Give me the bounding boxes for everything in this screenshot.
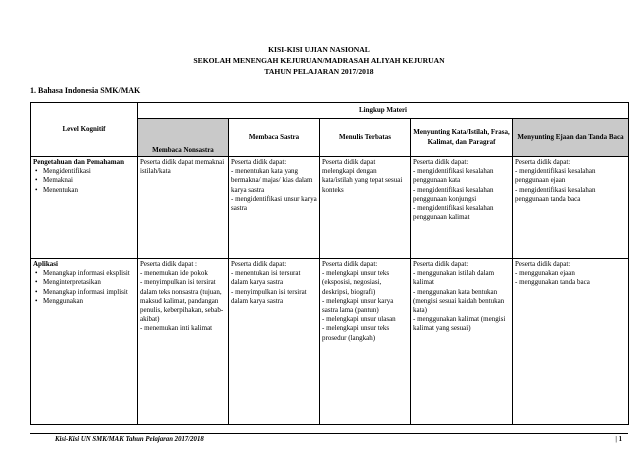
col-header-menyunting-kata: Menyunting Kata/Istilah, Frasa, Kalimat, dan Paragraf <box>411 119 513 157</box>
table-row <box>31 157 629 259</box>
kisi-table <box>30 102 629 425</box>
cell-text: - mengidentifikasi unsur karya sastra <box>231 194 317 213</box>
footer-divider <box>30 433 628 434</box>
lingkup-materi-header: Lingkup Materi <box>138 103 629 119</box>
level-item: • Memaknai <box>43 176 135 185</box>
table-cell <box>411 259 513 425</box>
cell-text: Peserta didik dapat: <box>515 260 571 268</box>
cell-text: Peserta didik dapat: <box>231 260 287 268</box>
cell-text: - mengidentifikasi kesalahan penggunaan kata <box>413 167 494 185</box>
cell-text: - menemukan ide pokok <box>140 269 208 278</box>
level-item: • Menangkap informasi eksplisit <box>43 269 135 278</box>
level-item: • Menangkap informasi implisit <box>43 288 135 297</box>
section-title: 1. Bahasa Indonesia SMK/MAK <box>30 86 141 95</box>
cell-text: - mengidentifikasi kesalahan penggunaan konjungsi <box>413 185 494 203</box>
table-cell <box>320 157 411 259</box>
cell-text: - menggunakan istilah dalam kalimat <box>413 269 495 287</box>
page-number: | 1 <box>615 436 622 443</box>
level-cell <box>31 259 138 425</box>
doc-title-line-1: KISI-KISI UJIAN NASIONAL <box>268 45 370 54</box>
cell-text: Peserta didik dapat : <box>140 260 197 268</box>
table-cell <box>513 157 629 259</box>
level-item: • Menggunakan <box>43 297 135 306</box>
doc-title-line-2: SEKOLAH MENENGAH KEJURUAN/MADRASAH ALIYAH KEJURUAN <box>193 56 445 65</box>
level-items <box>33 167 135 195</box>
cell-text: - melengkapi unsur ulasan <box>322 315 396 324</box>
table-cell <box>229 259 320 425</box>
cell-text: Peserta didik dapat: <box>515 158 571 166</box>
level-item: • Menginterpretasikan <box>43 278 135 287</box>
table-row <box>31 259 629 425</box>
cell-text: Peserta didik dapat: <box>413 260 469 268</box>
cell-text: - menentukan isi tersurat dalam karya sastra <box>231 269 301 287</box>
level-kognitif-header: Level Kognitif <box>31 103 138 157</box>
cell-text: - menyimpulkan isi tersirat dalam teks nonsastra (tujuan, maksud kalimat, pandangan penulis, keberpihakan, sebab-akibat) <box>140 278 224 324</box>
col-header-membaca-nonsastra: Membaca Nonsastra <box>138 119 229 157</box>
table-cell <box>138 157 229 259</box>
table-cell <box>320 259 411 425</box>
cell-text: - mengidentifikasi kesalahan penggunaan kalimat <box>413 204 494 222</box>
col-header-membaca-sastra: Membaca Sastra <box>229 119 320 157</box>
cell-text: - melengkapi unsur teks (eksposisi, negosiasi, deskripsi, biografi) <box>322 269 390 296</box>
level-item: • Mengidentifikasi <box>43 167 135 176</box>
cell-text: - menggunakan tanda baca <box>515 278 590 287</box>
cell-text: - menyimpulkan isi tersirat dalam karya sastra <box>231 287 307 305</box>
cell-text: Peserta didik dapat memaknai istilah/kata <box>140 158 225 176</box>
footer-text: Kisi-Kisi UN SMK/MAK Tahun Pelajaran 2017/2018 <box>55 436 204 443</box>
cell-text: - mengidentifikasi kesalahan penggunaan ejaan <box>515 167 596 185</box>
level-items <box>33 269 135 306</box>
level-title: Pengetahuan dan Pemahaman <box>33 158 125 166</box>
cell-text: - menemukan inti kalimat <box>140 324 213 333</box>
table-cell <box>229 157 320 259</box>
cell-text: - menggunakan ejaan <box>515 269 575 278</box>
level-title: Aplikasi <box>33 260 58 268</box>
col-header-menulis-terbatas: Menulis Terbatas <box>320 119 411 157</box>
cell-text: Peserta didik dapat: <box>231 158 287 166</box>
level-cell <box>31 157 138 259</box>
level-item: • Menentukan <box>43 186 135 195</box>
cell-text: Peserta didik dapat melengkapi dengan kata/istilah yang tepat sesuai konteks <box>322 158 403 194</box>
cell-text: - melengkapi unsur teks prosedur (langkah) <box>322 324 390 342</box>
col-header-menyunting-ejaan: Menyunting Ejaan dan Tanda Baca <box>513 119 629 157</box>
cell-text: - menggunakan kalimat (mengisi kalimat yang sesuai) <box>413 315 506 333</box>
table-cell <box>411 157 513 259</box>
cell-text: Peserta didik dapat: <box>322 260 378 268</box>
doc-title-line-3: TAHUN PELAJARAN 2017/2018 <box>264 67 374 76</box>
cell-text: Peserta didik dapat: <box>413 158 469 166</box>
cell-text: - menggunakan kata bentukan (mengisi sesuai kaidah bentukan kata) <box>413 287 505 315</box>
cell-text: - mengidentifikasi kesalahan penggunaan tanda baca <box>515 185 596 203</box>
cell-text: - melengkapi unsur karya sastra lama (pantun) <box>322 296 394 315</box>
cell-text: - menentukan kata yang bermakna/ majas/ kias dalam karya sastra <box>231 167 313 194</box>
table-cell <box>513 259 629 425</box>
table-cell <box>138 259 229 425</box>
